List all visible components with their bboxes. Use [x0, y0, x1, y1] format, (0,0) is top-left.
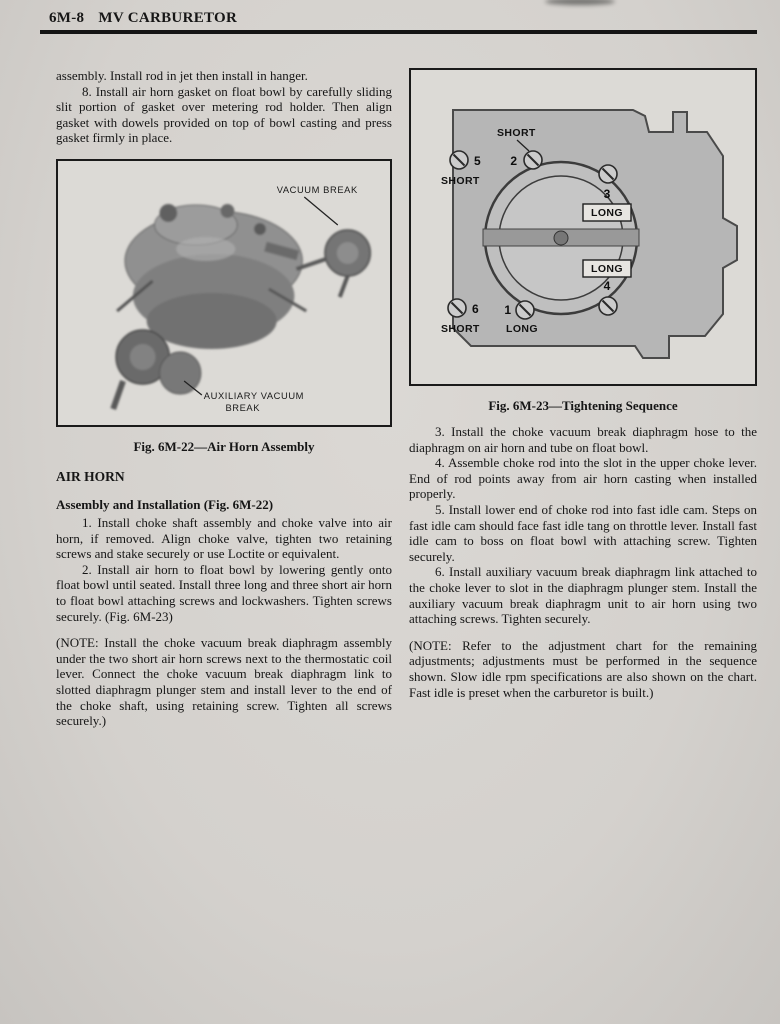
- section-title: MV CARBURETOR: [98, 10, 238, 26]
- figure-caption-6m22: Fig. 6M-22—Air Horn Assembly: [133, 438, 315, 454]
- figure-air-horn-assembly: [56, 159, 392, 455]
- label-aux-vacuum-line1: AUXILIARY VACUUM: [203, 389, 305, 401]
- note-paragraph-right: (NOTE: Refer to the adjustment chart for the remaining adjustments; adjustments must be performed in the sequence shown. Slow idle rpm specifications are also shown on the chart. Fast idle is preset when the carburetor is built.): [409, 637, 757, 700]
- screw-icon-1: [516, 301, 534, 319]
- screw-icon-2: [524, 151, 542, 169]
- paragraph-continuation: assembly. Install rod in jet then install in hanger.: [56, 68, 308, 83]
- paragraph-step-5: 5. Install lower end of choke rod into fast idle cam. Steps on fast idle cam should face fast idle tang on throttle lever. Install fast idle cam to boss on float bowl with attaching screw. Tighten securely.: [409, 501, 757, 564]
- tightening-sequence-diagram: [411, 70, 755, 384]
- shaft-hub: [554, 231, 568, 245]
- header-rule: [40, 30, 757, 34]
- paragraph-step-4: 4. Assemble choke rod into the slot in the upper choke lever. End of rod points away from air horn casting when installed properly.: [409, 455, 757, 502]
- screw-icon-3: [599, 165, 617, 183]
- paragraph-step-1: 1. Install choke shaft assembly and choke valve into air horn, if removed. Align choke valve, tighten two retaining screws and stake securely or use Loctite or equivalent.: [56, 514, 392, 562]
- subheading-assembly-installation: Assembly and Installation (Fig. 6M-22): [56, 496, 274, 512]
- right-column: [409, 68, 757, 729]
- screw-number-4: 4: [603, 279, 611, 293]
- screw-icon-4: [599, 297, 617, 315]
- carburetor-photo-illustration: [113, 204, 370, 409]
- section-heading-air-horn: AIR HORN: [56, 468, 125, 484]
- figure-caption-6m23: Fig. 6M-23—Tightening Sequence: [488, 398, 678, 413]
- label-short-top: SHORT: [497, 127, 536, 139]
- screw-number-5: 5: [474, 154, 481, 168]
- air-horn-photo: [58, 161, 390, 425]
- scan-smudge: [545, 0, 615, 5]
- figure-tightening-sequence: [409, 68, 757, 414]
- two-column-layout: [40, 68, 757, 729]
- screw-icon-5: [450, 151, 468, 169]
- left-column: [56, 68, 392, 729]
- screw-icon-6: [448, 299, 466, 317]
- figure-tightening-frame: [409, 68, 757, 386]
- paragraph-step-3: 3. Install the choke vacuum break diaphragm hose to the diaphragm on air horn and tube on float bowl.: [409, 424, 757, 455]
- paragraph-step-8: 8. Install air horn gasket on float bowl by carefully sliding slit portion of gasket over metering rod holder. Then align gasket with dowels provided on top of bowl casting and press gasket firmly in place.: [56, 83, 392, 146]
- figure-air-horn-frame: [56, 159, 392, 427]
- screw-number-6: 6: [472, 302, 479, 316]
- screw-number-3: 3: [603, 187, 611, 201]
- screw-number-2: 2: [510, 154, 517, 168]
- label-short-upper-left: SHORT: [441, 175, 480, 187]
- label-long-middle: LONG: [591, 263, 623, 275]
- page-number: 6M-8: [49, 10, 85, 26]
- page-header-title: [40, 10, 757, 27]
- note-paragraph-left: (NOTE: Install the choke vacuum break diaphragm assembly under the two short air horn screws next to the thermostatic coil lever. Connect the choke vacuum break diaphragm link to slotted diaphragm plunger stem and install lever to the end of the choke shaft, using retaining screw. Tighten all screws securely.): [56, 635, 392, 729]
- label-short-lower-left: SHORT: [441, 323, 480, 335]
- label-aux-vacuum-line2: BREAK: [225, 401, 261, 413]
- label-long-bottom: LONG: [506, 323, 538, 335]
- label-vacuum-break: VACUUM BREAK: [276, 183, 358, 195]
- screw-number-1: 1: [504, 303, 511, 317]
- leader-vacuum-break: [304, 197, 337, 225]
- paragraph-step-6: 6. Install auxiliary vacuum break diaphragm link attached to the choke lever to slot in the diaphragm plunger stem. Install the auxiliary vacuum break diaphragm unit to air horn using two attaching screws. Tighten securely.: [409, 564, 757, 627]
- page-header: [40, 10, 757, 34]
- label-long-right: LONG: [591, 207, 623, 219]
- paragraph-step-2: 2. Install air horn to float bowl by lowering gently onto float bowl until seated. Install three long and three short air horn to float bowl attaching screws and lockwashers. Tighten screws securely. (Fig. 6M-23): [56, 561, 392, 624]
